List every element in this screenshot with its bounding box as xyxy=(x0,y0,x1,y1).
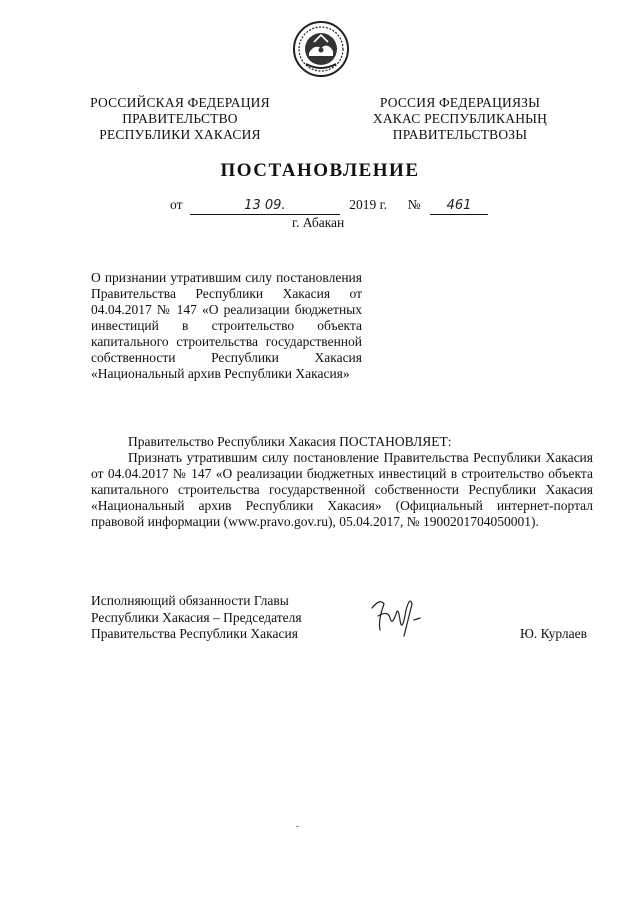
header-right xyxy=(360,95,560,143)
signatory-name: Ю. Курлаев xyxy=(520,626,588,641)
signatory-line: Республики Хакасия – Председателя xyxy=(91,609,302,625)
document-title: ПОСТАНОВЛЕНИЕ xyxy=(220,160,420,181)
header-left xyxy=(80,95,280,143)
header-left-line: РЕСПУБЛИКИ ХАКАСИЯ xyxy=(99,127,261,142)
signatory-position xyxy=(91,593,302,643)
coat-of-arms-icon xyxy=(292,20,350,78)
year-label: 2019 г. xyxy=(349,197,387,212)
header-left-line: РОССИЙСКАЯ ФЕДЕРАЦИЯ xyxy=(90,95,270,110)
signatory-line: Правительства Республики Хакасия xyxy=(91,626,298,641)
subject-block: О признании утратившим силу постановления Правительства Республики Хакасия от 04.04.2017 № 147 «О реализации бюджетных инвестиций в строительство объекта капитального строительства государственной собственности Республики Хакасия «Национальный архив Республики Хакасия» xyxy=(91,270,362,381)
decree-intro: Правительство Республики Хакасия ПОСТАНОВЛЯЕТ: xyxy=(128,434,452,449)
scan-artifact xyxy=(296,826,299,827)
header-left-line: ПРАВИТЕЛЬСТВО xyxy=(122,111,238,126)
handwritten-number: 461 xyxy=(430,199,488,215)
date-line xyxy=(170,197,488,215)
from-label: от xyxy=(170,197,183,212)
city-label: г. Абакан xyxy=(292,215,345,230)
number-label: № xyxy=(407,197,421,212)
handwritten-date: 13 09. xyxy=(190,199,340,215)
header-right-line: ПРАВИТЕЛЬСТВОЗЫ xyxy=(392,127,528,142)
header-right-line: РОССИЯ ФЕДЕРАЦИЯЗЫ xyxy=(379,95,541,110)
header-right-line: ХАКАС РЕСПУБЛИКАНЫҢ xyxy=(372,111,548,126)
signatory-line: Исполняющий обязанности Главы xyxy=(91,593,289,608)
decree-body: Признать утратившим силу постановление Правительства Республики Хакасия от 04.04.2017 № 147 «О реализации бюджетных инвестиций в строительство объекта капитального строительства государственной собственности Республики Хакасия «Национальный архив Республики Хакасия» (Официальный интернет-портал правовой информации (www.pravo.gov.ru), 05.04.2017, № 1900201704050001). xyxy=(91,450,593,529)
handwritten-signature xyxy=(368,590,428,640)
